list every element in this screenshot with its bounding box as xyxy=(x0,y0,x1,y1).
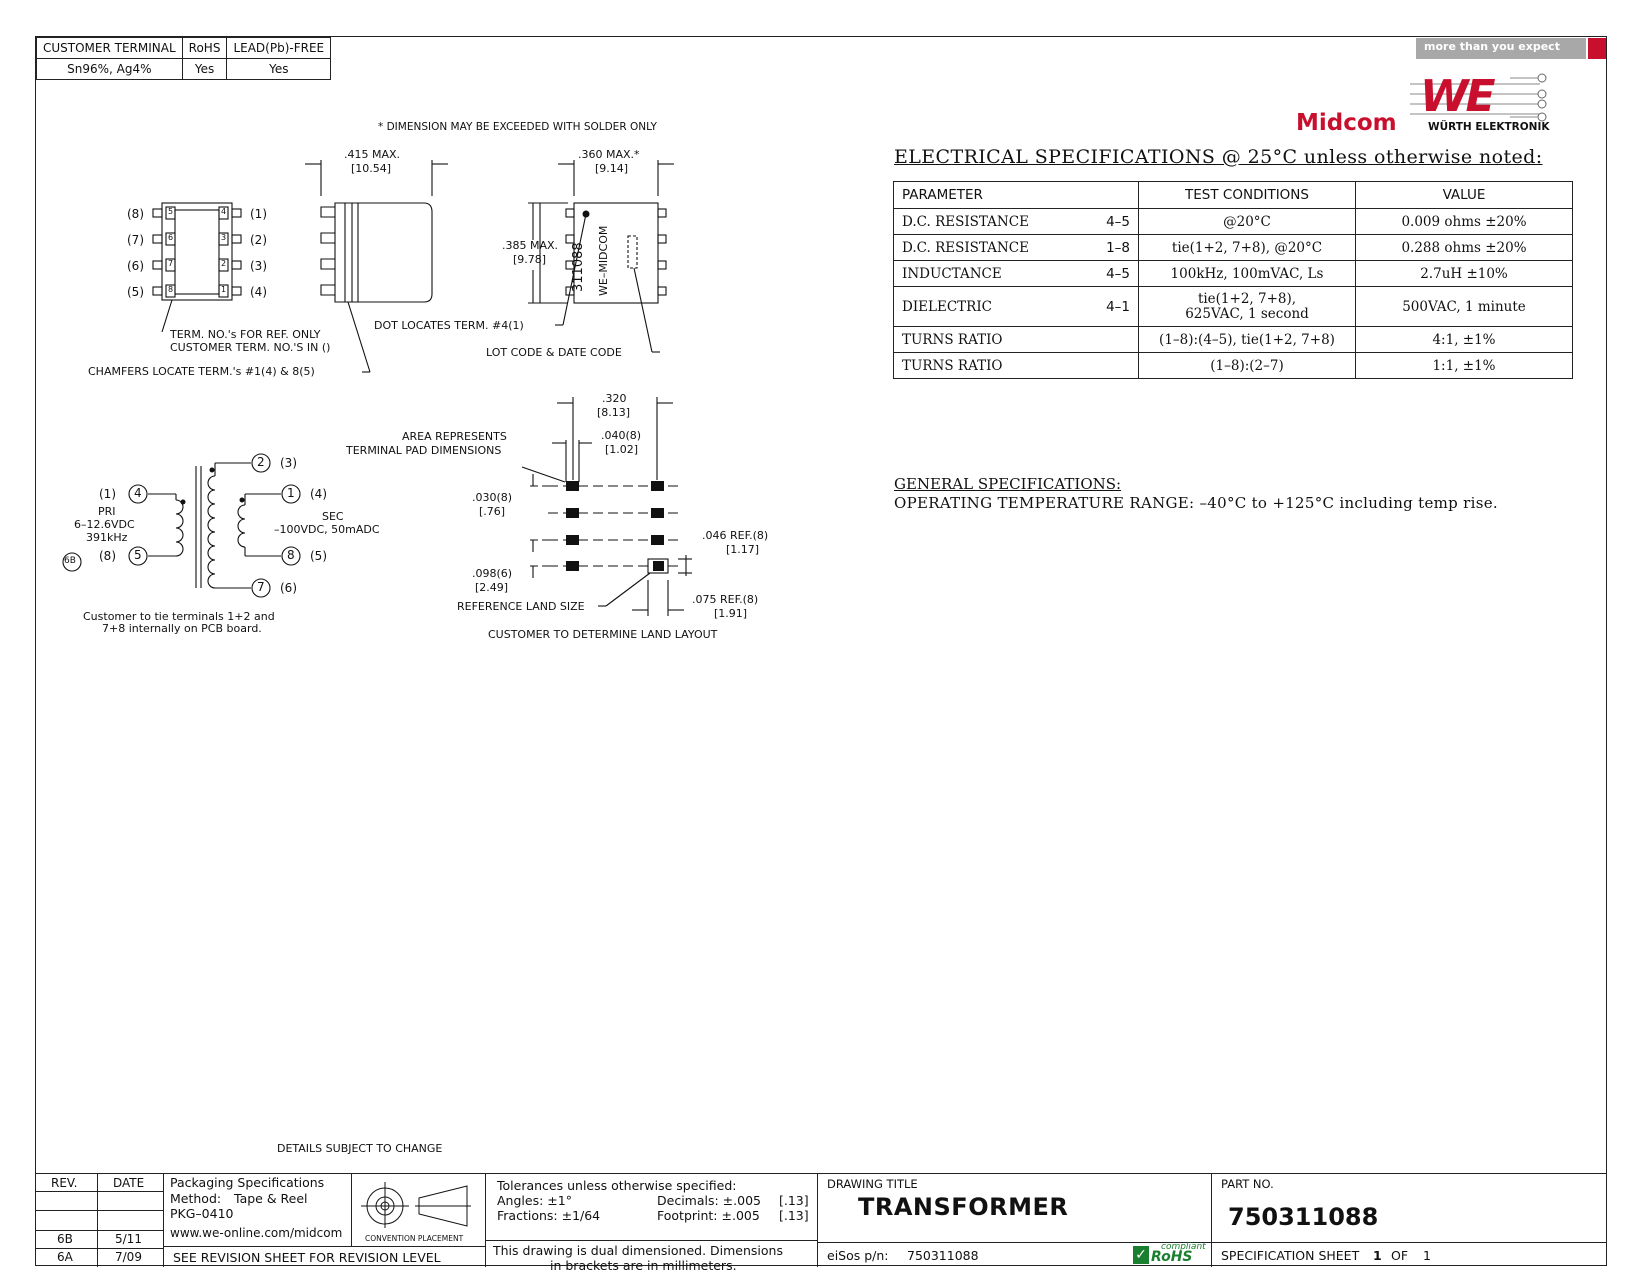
dim-191: [1.91] xyxy=(714,607,748,620)
schematic-pin: 7 xyxy=(257,580,265,594)
spec-row: D.C. RESISTANCE 4–5 @20°C 0.009 ohms ±20% xyxy=(894,209,1573,235)
part-marking-1: 311088 xyxy=(571,242,586,292)
pkg-number: PKG–0410 xyxy=(170,1206,234,1221)
dim-098: .098(6) xyxy=(472,567,513,580)
dim-813: [8.13] xyxy=(597,406,631,419)
schematic-label: (6) xyxy=(280,581,297,595)
sheet-of: OF xyxy=(1391,1248,1409,1263)
schematic-pin: 4 xyxy=(134,486,142,500)
spec-row: DIELECTRIC 4–1 tie(1+2, 7+8), 625VAC, 1 second 500VAC, 1 minute xyxy=(894,287,1573,327)
dim-914: [9.14] xyxy=(595,162,629,175)
rev-value: 6B xyxy=(57,1232,73,1246)
lead-free-value: Yes xyxy=(227,59,331,80)
reference-land-note: REFERENCE LAND SIZE xyxy=(457,600,585,613)
tolerance-decimals: Decimals: ±.005 xyxy=(657,1193,761,1208)
schematic-label: (8) xyxy=(99,549,116,563)
schematic-label: (5) xyxy=(310,549,327,563)
rohs-header: RoHS xyxy=(182,38,227,59)
details-note: DETAILS SUBJECT TO CHANGE xyxy=(277,1142,443,1155)
area-note-1: AREA REPRESENTS xyxy=(402,430,507,443)
rohs-logo: RoHS xyxy=(1151,1249,1193,1265)
pin-label: (8) xyxy=(127,207,144,221)
schematic-pin: 5 xyxy=(134,548,142,562)
schematic-label: (3) xyxy=(280,456,297,470)
pkg-method: Tape & Reel xyxy=(234,1191,308,1206)
part-no: 750311088 xyxy=(1228,1203,1379,1231)
eisos-value: 750311088 xyxy=(907,1248,979,1263)
conditions-header: TEST CONDITIONS xyxy=(1139,182,1356,209)
spec-row: INDUCTANCE 4–5 100kHz, 100mVAC, Ls 2.7uH ±10% xyxy=(894,261,1573,287)
dim-030: .030(8) xyxy=(472,491,513,504)
sheet-number: 1 xyxy=(1373,1248,1382,1263)
midcom-logo: Midcom xyxy=(1296,110,1397,136)
dim-1054: [10.54] xyxy=(351,162,392,175)
dim-415: .415 MAX. xyxy=(344,148,401,161)
sheet-total: 1 xyxy=(1423,1248,1431,1263)
sheet-label: SPECIFICATION SHEET xyxy=(1221,1248,1360,1263)
dim-385: .385 MAX. xyxy=(502,239,559,252)
website-link[interactable]: www.we-online.com/midcom xyxy=(170,1226,343,1240)
part-no-label: PART NO. xyxy=(1221,1177,1274,1191)
terminal-value: Sn96%, Ag4% xyxy=(37,59,183,80)
tagline-accent xyxy=(1588,38,1606,59)
schematic-label: (4) xyxy=(310,487,327,501)
pkg-method-label: Method: xyxy=(170,1191,222,1206)
dim-76: [.76] xyxy=(479,505,506,518)
tagline: more than you expect xyxy=(1424,40,1560,53)
wurth-logo: WÜRTH ELEKTRONIK xyxy=(1428,121,1550,133)
pin-number: 4 xyxy=(221,207,227,216)
lot-note: LOT CODE & DATE CODE xyxy=(486,346,622,359)
convention-label: CONVENTION PLACEMENT xyxy=(365,1234,464,1243)
secondary-voltage: –100VDC, 50mADC xyxy=(274,523,380,536)
tolerance-footprint: Footprint: ±.005 xyxy=(657,1208,760,1223)
solder-note: * DIMENSION MAY BE EXCEEDED WITH SOLDER ONLY xyxy=(378,121,657,133)
dim-102: [1.02] xyxy=(605,443,639,456)
primary-frequency: 391kHz xyxy=(86,531,128,544)
we-logo-text: WE xyxy=(1420,71,1493,122)
pkg-title: Packaging Specifications xyxy=(170,1175,325,1190)
title-block xyxy=(35,1173,1607,1273)
dim-249: [2.49] xyxy=(475,581,509,594)
spec-row: TURNS RATIO (1–8):(2–7) 1:1, ±1% xyxy=(894,353,1573,379)
pin-number: 5 xyxy=(168,207,174,216)
rev-date: 5/11 xyxy=(115,1232,142,1246)
primary-voltage: 6–12.6VDC xyxy=(74,518,135,531)
spec-row: TURNS RATIO (1–8):(4–5), tie(1+2, 7+8) 4:1, ±1% xyxy=(894,327,1573,353)
lead-free-header: LEAD(Pb)-FREE xyxy=(227,38,331,59)
revision-mark: 6B xyxy=(64,556,76,566)
rev-date: 7/09 xyxy=(115,1250,142,1264)
drawing-title: TRANSFORMER xyxy=(858,1193,1069,1221)
schematic-pin: 1 xyxy=(287,486,295,500)
term-note-2: CUSTOMER TERM. NO.'S IN () xyxy=(170,341,331,354)
parameter-header: PARAMETER xyxy=(894,182,1139,209)
dim-075: .075 REF.(8) xyxy=(692,593,759,606)
pin-label: (4) xyxy=(250,285,267,299)
pin-label: (2) xyxy=(250,233,267,247)
tolerance-fractions: Fractions: ±1/64 xyxy=(497,1208,601,1223)
drawing-title-label: DRAWING TITLE xyxy=(827,1177,918,1191)
primary-label: PRI xyxy=(98,505,116,518)
pin-label: (1) xyxy=(250,207,267,221)
term-note-1: TERM. NO.'s FOR REF. ONLY xyxy=(170,328,321,341)
pin-label: (3) xyxy=(250,259,267,273)
dot-note: DOT LOCATES TERM. #4(1) xyxy=(374,319,524,332)
dim-320: .320 xyxy=(602,392,627,405)
pin-number: 1 xyxy=(221,285,227,294)
pin-label: (5) xyxy=(127,285,144,299)
area-note-2: TERMINAL PAD DIMENSIONS xyxy=(346,444,502,457)
rev-value: 6A xyxy=(57,1250,73,1264)
dim-040: .040(8) xyxy=(601,429,642,442)
pin-number: 6 xyxy=(168,233,174,242)
pin-number: 7 xyxy=(168,259,174,268)
schematic-pin: 8 xyxy=(287,548,295,562)
rohs-value: Yes xyxy=(182,59,227,80)
general-title: GENERAL SPECIFICATIONS: xyxy=(894,475,1122,493)
pin-label: (6) xyxy=(127,259,144,273)
tie-note-1: Customer to tie terminals 1+2 and xyxy=(83,610,275,623)
secondary-label: SEC xyxy=(322,510,344,523)
dim-978: [9.78] xyxy=(513,253,547,266)
chamfer-note: CHAMFERS LOCATE TERM.'s #1(4) & 8(5) xyxy=(88,365,315,378)
pin-number: 8 xyxy=(168,285,174,294)
part-marking-2: WE–MIDCOM xyxy=(597,225,610,296)
customer-land-note: CUSTOMER TO DETERMINE LAND LAYOUT xyxy=(488,628,718,641)
terminal-header: CUSTOMER TERMINAL xyxy=(37,38,183,59)
pin-number: 3 xyxy=(221,233,227,242)
tolerance-angles: Angles: ±1° xyxy=(497,1193,572,1208)
eisos-label: eiSos p/n: xyxy=(827,1248,889,1263)
schematic-label: (1) xyxy=(99,487,116,501)
dim-117: [1.17] xyxy=(726,543,760,556)
schematic-pin: 2 xyxy=(257,455,265,469)
dim-360: .360 MAX.* xyxy=(578,148,640,161)
dual-dimension-note-2: in brackets are in millimeters. xyxy=(550,1258,737,1273)
pin-label: (7) xyxy=(127,233,144,247)
rev-header: REV. xyxy=(51,1176,78,1190)
electrical-title: ELECTRICAL SPECIFICATIONS @ 25°C unless otherwise noted: xyxy=(894,146,1543,168)
value-header: VALUE xyxy=(1356,182,1573,209)
tolerance-footprint-mm: [.13] xyxy=(779,1208,809,1223)
tie-note-2: 7+8 internally on PCB board. xyxy=(102,622,262,635)
convention-placement-icon xyxy=(357,1180,475,1228)
electrical-table xyxy=(893,181,1573,379)
general-text: OPERATING TEMPERATURE RANGE: –40°C to +125°C including temp rise. xyxy=(894,494,1498,512)
tolerance-title: Tolerances unless otherwise specified: xyxy=(497,1178,737,1193)
date-header: DATE xyxy=(113,1176,145,1190)
rohs-compliant-text: compliant xyxy=(1161,1242,1206,1252)
pin-number: 2 xyxy=(221,259,227,268)
rohs-check-icon: ✓ xyxy=(1133,1246,1149,1264)
spec-row: D.C. RESISTANCE 1–8 tie(1+2, 7+8), @20°C 0.288 ohms ±20% xyxy=(894,235,1573,261)
tolerance-decimals-mm: [.13] xyxy=(779,1193,809,1208)
dual-dimension-note-1: This drawing is dual dimensioned. Dimensions xyxy=(493,1243,783,1258)
dim-046: .046 REF.(8) xyxy=(702,529,769,542)
revision-note: SEE REVISION SHEET FOR REVISION LEVEL xyxy=(173,1250,441,1265)
